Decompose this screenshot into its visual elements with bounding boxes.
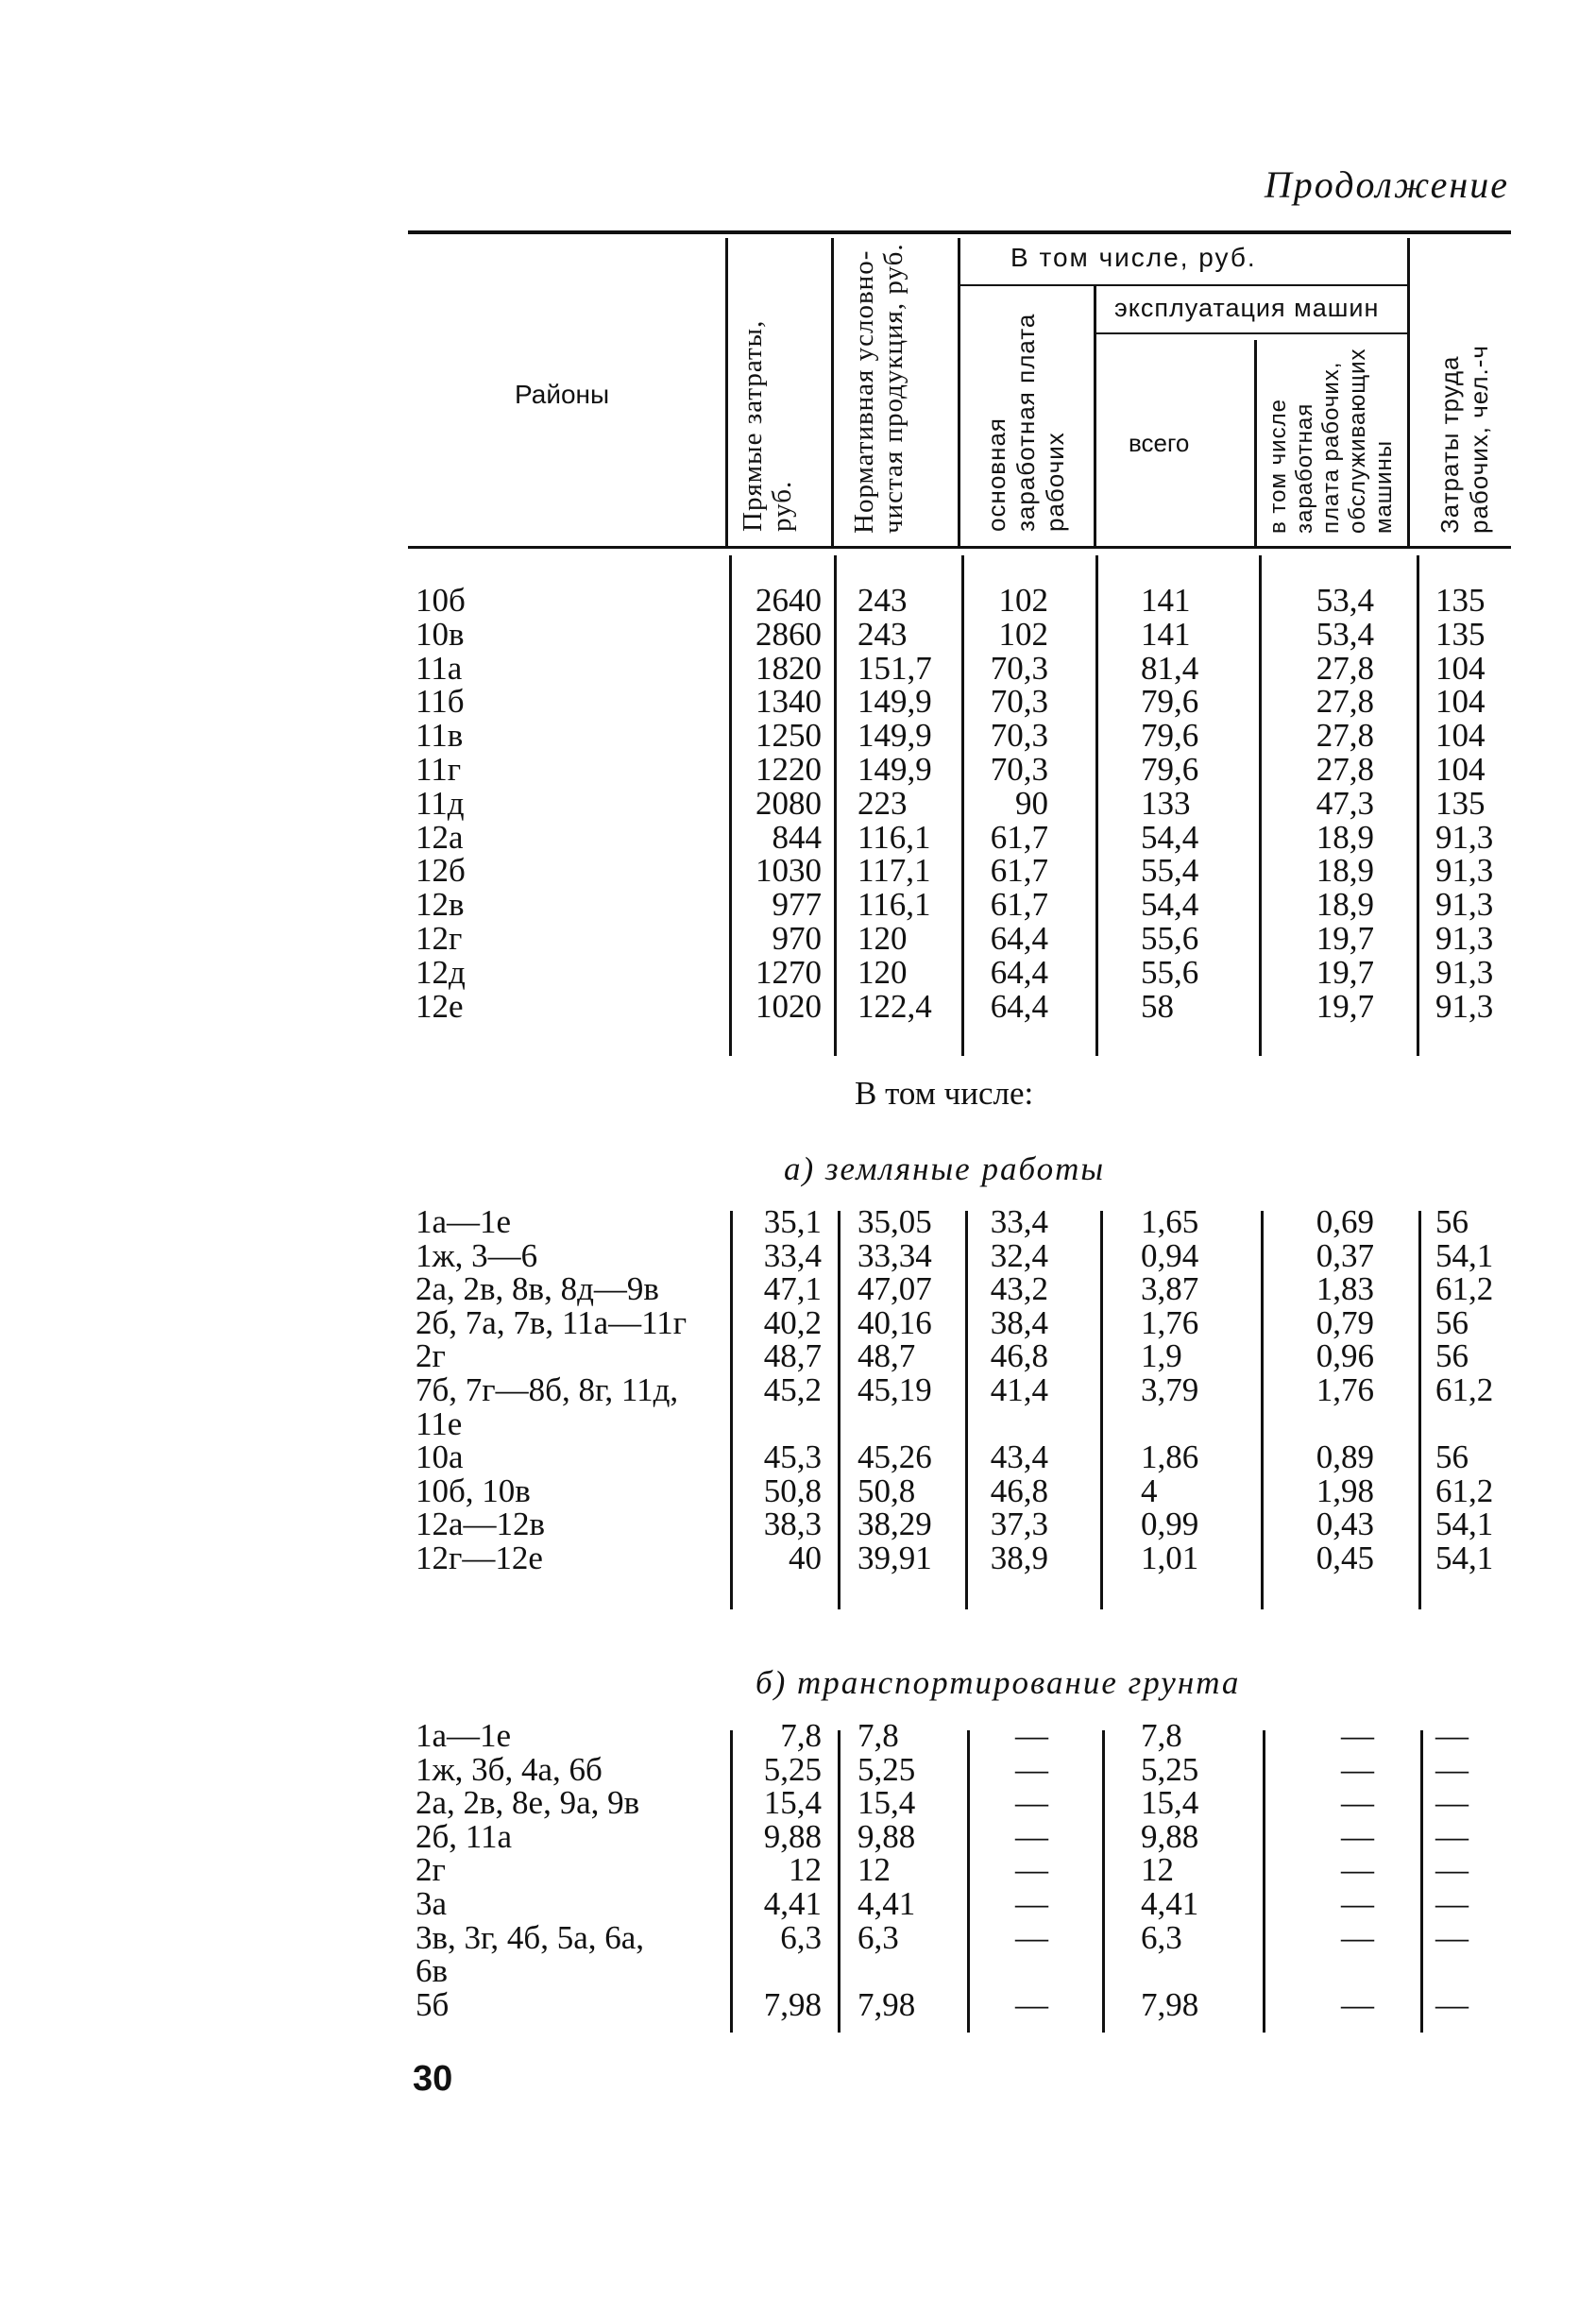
- cell-region: 7б, 7г—8б, 8г, 11д,: [416, 1371, 679, 1408]
- table-row: [0, 1404, 1596, 1442]
- header-divider-1: [725, 238, 728, 546]
- table-row: [0, 1205, 1596, 1239]
- cell-base-wage: 64,4: [990, 987, 1048, 1025]
- cell-base-wage: 43,2: [990, 1270, 1048, 1308]
- cell-normative: 117,1: [857, 852, 931, 890]
- cell-base-wage: 70,3: [990, 717, 1048, 755]
- cell-machine-wage: 19,7: [1316, 987, 1374, 1025]
- cell-machine-total: 58: [1141, 987, 1174, 1025]
- cell-direct-costs: 1220: [756, 751, 822, 788]
- cell-labor: 91,3: [1435, 886, 1494, 924]
- table-row: [0, 1786, 1596, 1820]
- cell-direct-costs: 9,88: [763, 1817, 822, 1855]
- table-row: [0, 1474, 1596, 1508]
- cell-normative: 33,34: [857, 1236, 932, 1274]
- table-row: [0, 1236, 1596, 1274]
- cell-machine-wage: 0,79: [1316, 1303, 1374, 1341]
- cell-direct-costs: 977: [772, 886, 822, 924]
- cell-machine-wage: 18,9: [1316, 818, 1374, 856]
- cell-machine-wage: 19,7: [1316, 953, 1374, 991]
- cell-labor: 54,1: [1435, 1540, 1494, 1576]
- cell-direct-costs: 2640: [756, 582, 822, 619]
- cell-region: 12г: [416, 920, 463, 957]
- cell-normative: 38,29: [857, 1506, 932, 1543]
- cell-base-wage: 70,3: [990, 649, 1048, 687]
- cell-normative: 7,8: [857, 1717, 899, 1754]
- cell-region: 11г: [416, 751, 462, 788]
- cell-region: 1а—1е: [416, 1717, 512, 1754]
- cell-region: 2б, 7а, 7в, 11а—11г: [416, 1303, 688, 1341]
- cell-direct-costs: 7,8: [780, 1717, 822, 1754]
- cell-region: 10б: [416, 582, 466, 619]
- cell-region: 12а—12в: [416, 1506, 546, 1543]
- cell-labor: —: [1435, 1717, 1469, 1754]
- cell-normative: 149,9: [857, 751, 932, 788]
- cell-direct-costs: 33,4: [763, 1236, 822, 1274]
- cell-region: 2а, 2в, 8в, 8д—9в: [416, 1270, 659, 1308]
- table-row: [0, 1887, 1596, 1921]
- table-row: [0, 1272, 1596, 1306]
- cell-base-wage: 70,3: [990, 751, 1048, 788]
- cell-machine-wage: —: [1341, 1985, 1374, 2023]
- cell-region: 2б, 11а: [416, 1817, 513, 1855]
- cell-normative: 35,05: [857, 1203, 932, 1240]
- cell-machine-wage: 19,7: [1316, 920, 1374, 957]
- cell-machine-total: 1,65: [1141, 1203, 1199, 1240]
- cell-base-wage: 90: [1015, 784, 1048, 822]
- cell-machine-total: 4,41: [1141, 1885, 1199, 1922]
- cell-labor: 91,3: [1435, 818, 1494, 856]
- cell-machine-total: 54,4: [1141, 886, 1199, 924]
- cell-machine-wage: —: [1341, 1817, 1374, 1855]
- cell-normative: 45,19: [857, 1371, 932, 1408]
- header-bottom-rule: [408, 546, 1511, 549]
- cell-region: 11б: [416, 683, 465, 721]
- header-including-group: В том числе, руб.: [1010, 243, 1257, 272]
- cell-direct-costs: 40,2: [763, 1303, 822, 1341]
- header-divider-3: [958, 238, 960, 546]
- header-total: всего: [1129, 429, 1190, 457]
- cell-normative: 12: [857, 1851, 891, 1889]
- cell-machine-wage: 1,83: [1316, 1270, 1374, 1308]
- table-row: [0, 1750, 1596, 1788]
- cell-machine-total: 1,76: [1141, 1303, 1199, 1341]
- cell-machine-total: 141: [1141, 582, 1191, 619]
- table-row: [0, 1440, 1596, 1474]
- cell-base-wage: 46,8: [990, 1337, 1048, 1375]
- cell-direct-costs: 1250: [756, 717, 822, 755]
- cell-region: 2а, 2в, 8е, 9а, 9в: [416, 1784, 640, 1822]
- table-row: [0, 1373, 1596, 1407]
- cell-machine-total: 5,25: [1141, 1750, 1199, 1788]
- cell-labor: —: [1435, 1851, 1469, 1889]
- cell-region: 12г—12е: [416, 1540, 543, 1576]
- cell-direct-costs: 2860: [756, 615, 822, 653]
- cell-labor: 104: [1435, 683, 1486, 721]
- cell-labor: 54,1: [1435, 1506, 1494, 1543]
- cell-base-wage: —: [1015, 1817, 1048, 1855]
- cell-labor: 56: [1435, 1303, 1469, 1341]
- cell-direct-costs: 6,3: [780, 1918, 822, 1956]
- cell-labor: 61,2: [1435, 1371, 1494, 1408]
- cell-region: 1ж, 3б, 4а, 6б: [416, 1750, 603, 1788]
- cell-direct-costs: 40: [789, 1540, 822, 1576]
- cell-machine-wage: 27,8: [1316, 717, 1374, 755]
- cell-region: 11д: [416, 784, 465, 822]
- cell-direct-costs: 48,7: [763, 1337, 822, 1375]
- cell-labor: 104: [1435, 717, 1486, 755]
- cell-normative: 120: [857, 920, 908, 957]
- cell-base-wage: —: [1015, 1851, 1048, 1889]
- cell-region: 12д: [416, 953, 466, 991]
- table-row: [0, 987, 1596, 1025]
- cell-machine-total: 15,4: [1141, 1784, 1199, 1822]
- cell-base-wage: 41,4: [990, 1371, 1048, 1408]
- cell-base-wage: —: [1015, 1885, 1048, 1922]
- cell-base-wage: 102: [998, 615, 1048, 653]
- cell-machine-wage: 1,76: [1316, 1371, 1374, 1408]
- cell-normative: 151,7: [857, 649, 932, 687]
- cell-base-wage: 33,4: [990, 1203, 1048, 1240]
- cell-machine-wage: —: [1341, 1717, 1374, 1754]
- cell-normative: 48,7: [857, 1337, 916, 1375]
- table-row: [0, 953, 1596, 991]
- including-label: В том числе:: [855, 1075, 1034, 1112]
- cell-machine-total: 7,98: [1141, 1985, 1199, 2023]
- table-row: [0, 854, 1596, 888]
- cell-region: 3в, 3г, 4б, 5а, 6а,: [416, 1918, 645, 1956]
- cell-labor: 91,3: [1435, 852, 1494, 890]
- cell-normative: 6,3: [857, 1918, 899, 1956]
- cell-direct-costs: 35,1: [763, 1203, 822, 1240]
- cell-normative: 149,9: [857, 717, 932, 755]
- cell-machine-wage: 27,8: [1316, 649, 1374, 687]
- cell-base-wage: 64,4: [990, 920, 1048, 957]
- cell-machine-wage: 0,69: [1316, 1203, 1374, 1240]
- header-divider-2: [831, 238, 834, 546]
- cell-labor: —: [1435, 1985, 1469, 2023]
- cell-base-wage: —: [1015, 1717, 1048, 1754]
- cell-base-wage: 64,4: [990, 953, 1048, 991]
- cell-direct-costs: 4,41: [763, 1885, 822, 1922]
- cell-normative: 223: [857, 784, 908, 822]
- cell-region: 3а: [416, 1885, 448, 1922]
- cell-region: 11а: [416, 649, 463, 687]
- table-row: [0, 649, 1596, 687]
- table-row: [0, 1719, 1596, 1753]
- cell-base-wage: —: [1015, 1918, 1048, 1956]
- cell-normative: 39,91: [857, 1540, 932, 1576]
- cell-labor: —: [1435, 1885, 1469, 1922]
- header-labor: Затраты труда рабочих, чел.-ч: [1435, 345, 1493, 534]
- cell-labor: 135: [1435, 784, 1486, 822]
- cell-machine-wage: 1,98: [1316, 1472, 1374, 1509]
- table-row: [0, 753, 1596, 787]
- cell-normative: 122,4: [857, 987, 932, 1025]
- cell-direct-costs: 7,98: [763, 1985, 822, 2023]
- table-row: [0, 888, 1596, 922]
- cell-machine-total: 79,6: [1141, 717, 1199, 755]
- cell-labor: 61,2: [1435, 1472, 1494, 1509]
- cell-machine-wage: —: [1341, 1918, 1374, 1956]
- cell-direct-costs: 45,2: [763, 1371, 822, 1408]
- header-divider-6: [1407, 238, 1410, 546]
- cell-machine-total: 6,3: [1141, 1918, 1182, 1956]
- cell-machine-wage: 0,89: [1316, 1438, 1374, 1476]
- cell-machine-total: 0,99: [1141, 1506, 1199, 1543]
- cell-base-wage: 46,8: [990, 1472, 1048, 1509]
- table-row: [0, 1339, 1596, 1373]
- cell-machine-total: 7,8: [1141, 1717, 1182, 1754]
- cell-base-wage: 61,7: [990, 852, 1048, 890]
- cell-labor: 61,2: [1435, 1270, 1494, 1308]
- cell-machine-total: 3,87: [1141, 1270, 1199, 1308]
- cell-machine-wage: —: [1341, 1750, 1374, 1788]
- top-rule: [408, 230, 1511, 234]
- cell-machine-total: 55,6: [1141, 920, 1199, 957]
- cell-direct-costs: 50,8: [763, 1472, 822, 1509]
- cell-region: 10а: [416, 1438, 464, 1476]
- cell-region: 2г: [416, 1851, 446, 1889]
- header-regions: Районы: [515, 380, 610, 409]
- section-b-title: б) транспортирование грунта: [756, 1664, 1241, 1701]
- cell-base-wage: 102: [998, 582, 1048, 619]
- cell-normative: 149,9: [857, 683, 932, 721]
- cell-machine-total: 79,6: [1141, 683, 1199, 721]
- cell-machine-total: 1,9: [1141, 1337, 1182, 1375]
- header-normative: Нормативная условно-чистая продукция, руб.: [849, 243, 908, 534]
- cell-direct-costs: 1020: [756, 987, 822, 1025]
- table-row: [0, 719, 1596, 753]
- cell-labor: 56: [1435, 1203, 1469, 1240]
- cell-machine-wage: 0,96: [1316, 1337, 1374, 1375]
- cell-direct-costs: 1820: [756, 649, 822, 687]
- table-row: [0, 1303, 1596, 1341]
- cell-region: 12а: [416, 818, 464, 856]
- cell-base-wage: 38,9: [990, 1540, 1048, 1576]
- header-machine-ops: эксплуатация машин: [1114, 294, 1380, 322]
- cell-region: 10б, 10в: [416, 1472, 531, 1509]
- header-divider-5: [1254, 340, 1257, 546]
- cell-base-wage: 32,4: [990, 1236, 1048, 1274]
- cell-base-wage: 43,4: [990, 1438, 1048, 1476]
- cell-machine-wage: 53,4: [1316, 582, 1374, 619]
- cell-base-wage: 38,4: [990, 1303, 1048, 1341]
- cell-machine-wage: 47,3: [1316, 784, 1374, 822]
- cell-machine-total: 9,88: [1141, 1817, 1199, 1855]
- cell-direct-costs: 5,25: [763, 1750, 822, 1788]
- cell-direct-costs: 1270: [756, 953, 822, 991]
- cell-machine-total: 141: [1141, 615, 1191, 653]
- cell-labor: 104: [1435, 649, 1486, 687]
- cell-normative: 120: [857, 953, 908, 991]
- table-row: [0, 818, 1596, 856]
- header-incl-wage: в том числе заработная плата рабочих, обслуживающих машины: [1265, 348, 1397, 534]
- cell-machine-wage: 18,9: [1316, 886, 1374, 924]
- cell-machine-total: 1,01: [1141, 1540, 1199, 1576]
- table-row: [0, 1918, 1596, 1956]
- header-divider-4: [1094, 286, 1096, 546]
- cell-labor: 54,1: [1435, 1236, 1494, 1274]
- cell-machine-total: 55,4: [1141, 852, 1199, 890]
- cell-normative: 4,41: [857, 1885, 916, 1922]
- cell-normative: 243: [857, 582, 908, 619]
- cell-region: 2г: [416, 1337, 446, 1375]
- cell-region: 12е: [416, 987, 464, 1025]
- cell-base-wage: 61,7: [990, 886, 1048, 924]
- cell-base-wage: 70,3: [990, 683, 1048, 721]
- header-direct-costs: Прямые затраты, руб.: [738, 319, 797, 532]
- cell-normative: 5,25: [857, 1750, 916, 1788]
- table-row: [0, 922, 1596, 956]
- cell-region: 11в: [416, 717, 464, 755]
- cell-region: 11е: [416, 1404, 463, 1442]
- cell-labor: 135: [1435, 582, 1486, 619]
- cell-labor: 56: [1435, 1337, 1469, 1375]
- cell-region: 12в: [416, 886, 465, 924]
- cell-machine-wage: 0,43: [1316, 1506, 1374, 1543]
- cell-base-wage: —: [1015, 1750, 1048, 1788]
- cell-labor: —: [1435, 1918, 1469, 1956]
- cell-region: 6в: [416, 1952, 449, 1990]
- table-row: [0, 1541, 1596, 1575]
- cell-machine-total: 54,4: [1141, 818, 1199, 856]
- cell-direct-costs: 1030: [756, 852, 822, 890]
- cell-machine-wage: —: [1341, 1885, 1374, 1922]
- cell-machine-total: 81,4: [1141, 649, 1199, 687]
- cell-machine-total: 4: [1141, 1472, 1158, 1509]
- cell-region: 12б: [416, 852, 466, 890]
- table-row: [0, 1985, 1596, 2023]
- cell-machine-total: 79,6: [1141, 751, 1199, 788]
- cell-machine-total: 133: [1141, 784, 1191, 822]
- cell-direct-costs: 38,3: [763, 1506, 822, 1543]
- cell-labor: 104: [1435, 751, 1486, 788]
- cell-machine-total: 55,6: [1141, 953, 1199, 991]
- cell-machine-wage: 0,37: [1316, 1236, 1374, 1274]
- header-base-wage: основная заработная плата рабочих: [982, 313, 1069, 532]
- cell-machine-total: 12: [1141, 1851, 1174, 1889]
- cell-machine-wage: 27,8: [1316, 751, 1374, 788]
- cell-machine-wage: 0,45: [1316, 1540, 1374, 1576]
- cell-region: 10в: [416, 615, 465, 653]
- cell-normative: 50,8: [857, 1472, 916, 1509]
- cell-machine-total: 1,86: [1141, 1438, 1199, 1476]
- table-row: [0, 1817, 1596, 1855]
- cell-labor: 91,3: [1435, 953, 1494, 991]
- cell-machine-wage: —: [1341, 1784, 1374, 1822]
- cell-machine-wage: 18,9: [1316, 852, 1374, 890]
- cell-machine-total: 0,94: [1141, 1236, 1199, 1274]
- cell-normative: 116,1: [857, 818, 931, 856]
- cell-direct-costs: 1340: [756, 683, 822, 721]
- table-row: [0, 685, 1596, 719]
- cell-base-wage: —: [1015, 1985, 1048, 2023]
- continuation-label: Продолжение: [1264, 163, 1509, 206]
- machine-rule: [1095, 332, 1407, 334]
- table-row: [0, 784, 1596, 822]
- cell-normative: 7,98: [857, 1985, 916, 2023]
- table-row: [0, 1853, 1596, 1887]
- cell-normative: 45,26: [857, 1438, 932, 1476]
- cell-normative: 15,4: [857, 1784, 916, 1822]
- cell-normative: 40,16: [857, 1303, 932, 1341]
- cell-labor: 91,3: [1435, 920, 1494, 957]
- cell-region: 5б: [416, 1985, 450, 2023]
- cell-direct-costs: 15,4: [763, 1784, 822, 1822]
- cell-region: 1а—1е: [416, 1203, 512, 1240]
- cell-direct-costs: 47,1: [763, 1270, 822, 1308]
- cell-labor: —: [1435, 1817, 1469, 1855]
- cell-labor: —: [1435, 1784, 1469, 1822]
- cell-normative: 116,1: [857, 886, 931, 924]
- cell-labor: 135: [1435, 615, 1486, 653]
- cell-direct-costs: 45,3: [763, 1438, 822, 1476]
- table-row: [0, 615, 1596, 653]
- cell-labor: 91,3: [1435, 987, 1494, 1025]
- cell-base-wage: —: [1015, 1784, 1048, 1822]
- group-rule: [959, 284, 1407, 286]
- cell-region: 1ж, 3—6: [416, 1236, 538, 1274]
- cell-normative: 243: [857, 615, 908, 653]
- table-row: [0, 1507, 1596, 1541]
- cell-normative: 47,07: [857, 1270, 932, 1308]
- cell-normative: 9,88: [857, 1817, 916, 1855]
- cell-labor: 56: [1435, 1438, 1469, 1476]
- cell-machine-wage: —: [1341, 1851, 1374, 1889]
- cell-direct-costs: 12: [789, 1851, 822, 1889]
- table-row: [0, 584, 1596, 618]
- cell-machine-total: 3,79: [1141, 1371, 1199, 1408]
- section-a-title: а) земляные работы: [784, 1150, 1106, 1187]
- page-number: 30: [413, 2059, 453, 2099]
- cell-machine-wage: 53,4: [1316, 615, 1374, 653]
- table-row: [0, 1954, 1596, 1988]
- cell-direct-costs: 2080: [756, 784, 822, 822]
- cell-machine-wage: 27,8: [1316, 683, 1374, 721]
- cell-base-wage: 37,3: [990, 1506, 1048, 1543]
- cell-base-wage: 61,7: [990, 818, 1048, 856]
- cell-labor: —: [1435, 1750, 1469, 1788]
- cell-direct-costs: 970: [772, 920, 822, 957]
- cell-direct-costs: 844: [772, 818, 822, 856]
